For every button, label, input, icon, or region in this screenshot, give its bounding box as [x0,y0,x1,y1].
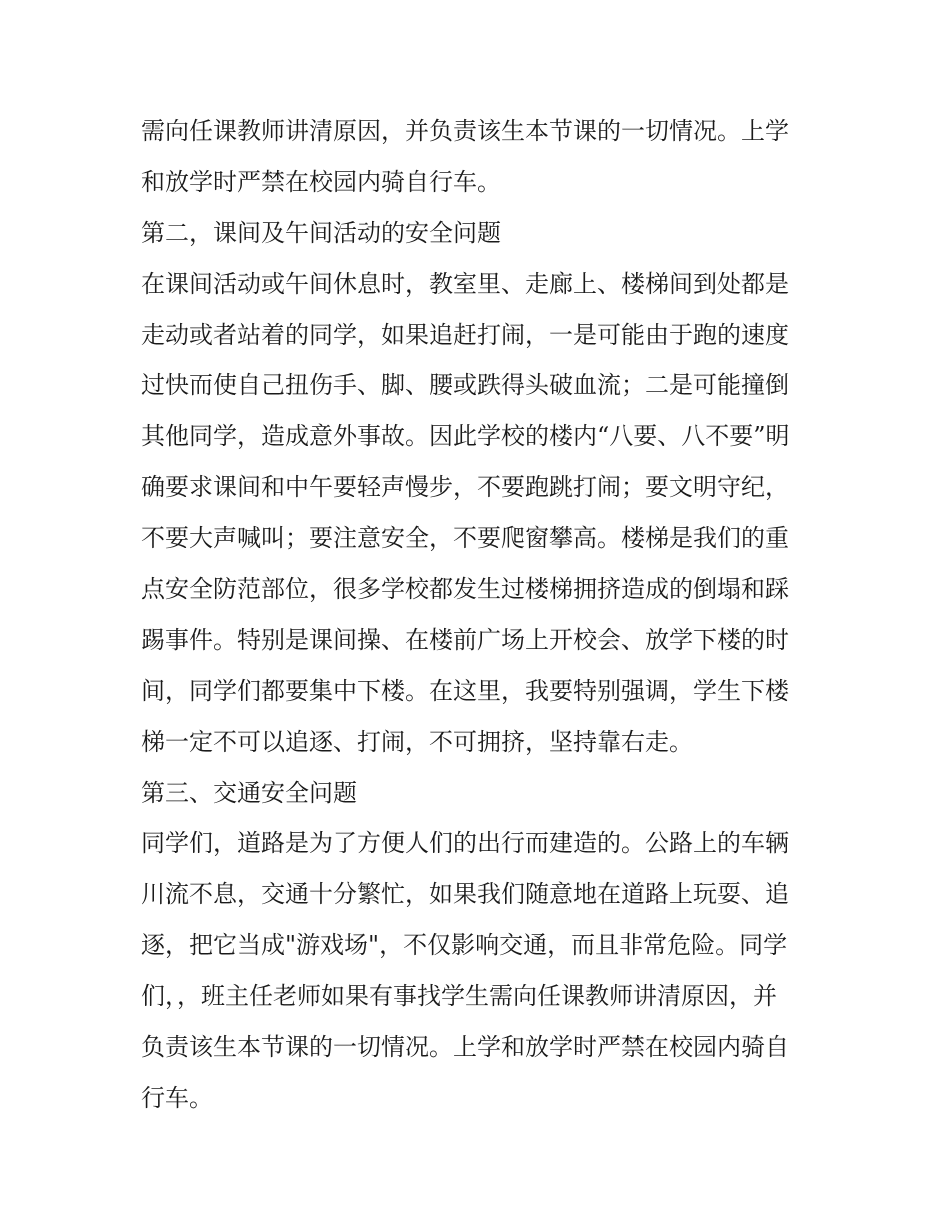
document-body [141,106,813,1124]
text-line-4: 在课间活动或午间休息时，教室里、走廊上、楼梯间到处都是 [141,269,789,298]
text-line-12: 间，同学们都要集中下楼。在这里，我要特别强调，学生下楼 [141,676,789,705]
text-line-15: 同学们，道路是为了方便人们的出行而建造的。公路上的车辆 [141,829,789,858]
text-line-9: 不要大声喊叫；要注意安全，不要爬窗攀高。楼梯是我们的重 [141,524,789,553]
text-line-8: 确要求课间和中午要轻声慢步，不要跑跳打闹；要文明守纪， [141,473,789,502]
text-line-17: 逐，把它当成"游戏场"，不仅影响交通，而且非常危险。同学 [141,931,788,960]
text-line-16: 川流不息，交通十分繁忙，如果我们随意地在道路上玩耍、追 [141,880,789,909]
section-heading-3: 第三、交通安全问题 [141,778,357,807]
text-line-18: 们，，班主任老师如果有事找学生需向任课教师讲清原因，并 [141,982,777,1011]
text-line-19: 负责该生本节课的一切情况。上学和放学时严禁在校园内骑自 [141,1033,789,1062]
text-line-1: 需向任课教师讲清原因，并负责该生本节课的一切情况。上学 [141,117,789,145]
text-line-10: 点安全防范部位，很多学校都发生过楼梯拥挤造成的倒塌和踩 [141,575,789,604]
text-line-5: 走动或者站着的同学，如果追赶打闹，一是可能由于跑的速度 [141,320,789,349]
text-line-13: 梯一定不可以追逐、打闹，不可拥挤，坚持靠右走。 [141,727,693,756]
section-heading-2: 第二，课间及午间活动的安全问题 [141,218,501,247]
text-line-2: 和放学时严禁在校园内骑自行车。 [141,167,501,196]
text-line-6: 过快而使自己扭伤手、脚、腰或跌得头破血流；二是可能撞倒 [141,371,789,400]
text-line-7: 其他同学，造成意外事故。因此学校的楼内“八要、八不要”明 [141,422,790,451]
text-line-20: 行车。 [141,1083,213,1112]
text-line-11: 踢事件。特别是课间操、在楼前广场上开校会、放学下楼的时 [141,625,789,654]
